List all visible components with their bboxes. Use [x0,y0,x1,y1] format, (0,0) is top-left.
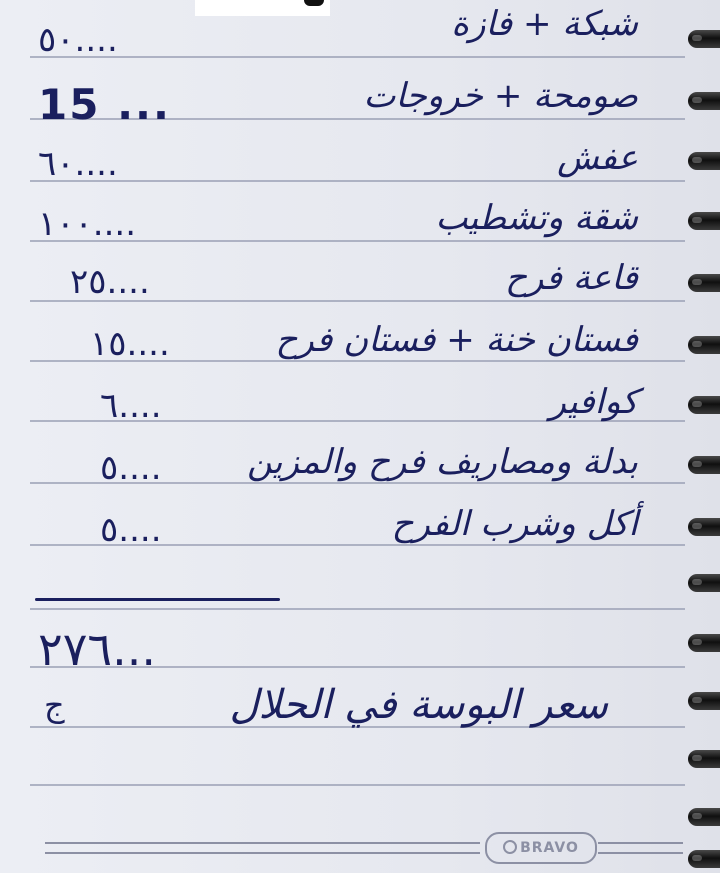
item-text: بدلة ومصاريف فرح والمزين [247,442,638,482]
spiral-coil [688,692,720,710]
item-amount: ٥.... [100,510,162,550]
item-amount: ٦.... [100,386,162,426]
brand-logo [485,832,597,864]
item-amount: ٦٠.... [38,144,118,184]
caption-text: سعر البوسة في الحلال [229,682,608,728]
footer-line [598,852,683,854]
item-text: قاعة فرح [505,258,638,298]
item-text: أكل وشرب الفرح [391,504,638,544]
sum-divider [35,598,280,601]
item-text: شقة وتشطيب [435,198,638,238]
item-text: كوافير [549,382,638,422]
top-white-strip [195,0,330,16]
ruled-line [30,608,685,610]
spiral-coil [688,850,720,868]
item-amount: ١٥.... [90,324,170,364]
item-text: عفش [557,138,638,178]
brand-name: BRAVO [520,840,579,856]
spiral-coil [688,212,720,230]
spiral-coil [688,274,720,292]
ruled-line [30,784,685,786]
spiral-coil [688,634,720,652]
item-amount: 15 ... [38,80,171,129]
item-text: شبكة + فازة [451,4,638,44]
spiral-coil [688,518,720,536]
ruled-line [30,56,685,58]
footer-line [598,842,683,844]
spiral-coil [688,750,720,768]
item-amount: ٥٠.... [38,20,118,60]
item-text: فستان خنة + فستان فرح [275,320,638,360]
spiral-coil [688,456,720,474]
item-amount: ٢٥.... [70,262,150,302]
footer-line [45,852,480,854]
total-amount: ٢٧٦... [38,622,156,676]
spiral-coil [688,92,720,110]
item-amount: ١٠٠.... [38,204,137,244]
spiral-coil [688,336,720,354]
brand-icon [503,840,517,854]
caption-currency-mark: ج [44,686,65,724]
spiral-coil [688,30,720,48]
spiral-coil [688,574,720,592]
item-amount: ٥.... [100,448,162,488]
spiral-coil [688,152,720,170]
spiral-coil [688,396,720,414]
spiral-coil [688,808,720,826]
ruled-line [30,180,685,182]
footer-line [45,842,480,844]
item-text: صومحة + خروجات [363,76,638,116]
